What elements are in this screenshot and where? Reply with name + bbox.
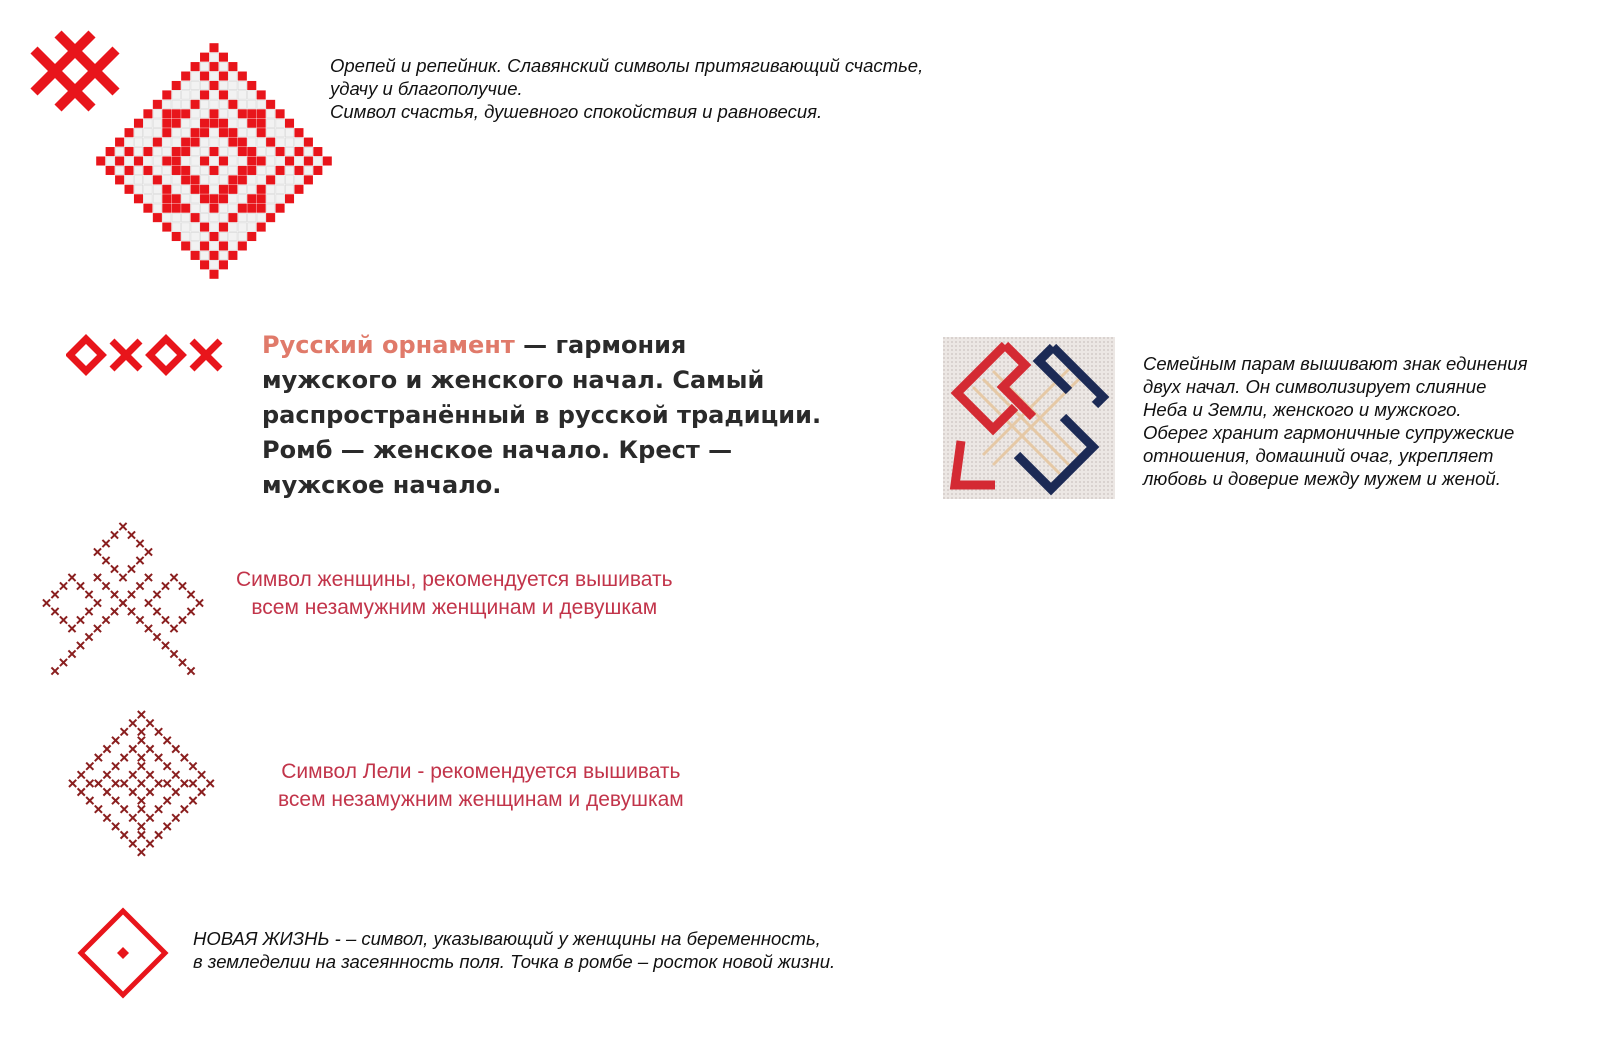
family-line-6: любовь и доверие между мужем и женой. <box>1143 468 1501 489</box>
russian-ornament-line-5: мужское начало. <box>262 471 502 499</box>
leli-description <box>278 758 684 814</box>
family-line-1: Семейным парам вышивают знак единения <box>1143 353 1528 374</box>
woman-description <box>236 566 673 622</box>
russian-ornament-line-3: распространённый в русской традиции. <box>262 401 822 429</box>
orepey-description <box>330 54 923 123</box>
russian-ornament-line-1 <box>262 328 821 363</box>
new-life-icon <box>76 906 170 1000</box>
family-line-5: отношения, домашний очаг, укрепляет <box>1143 445 1494 466</box>
russian-ornament-line-4: Ромб — женское начало. Крест — <box>262 436 733 464</box>
oxox-ornament-icon <box>66 334 228 376</box>
orepey-rhombus-icon <box>96 43 332 279</box>
leli-symbol-icon <box>64 706 224 866</box>
woman-symbol-icon <box>38 518 216 682</box>
russian-ornament-line-1-rest: — гармония <box>514 331 687 359</box>
orepey-line-3: Символ счастья, душевного спокойствия и равновесия. <box>330 101 823 122</box>
family-union-icon <box>943 337 1115 499</box>
russian-ornament-description <box>262 328 821 503</box>
leli-line-1: Символ Лели - рекомендуется вышивать <box>281 760 681 783</box>
woman-line-2: всем незамужним женщинам и девушкам <box>251 596 658 619</box>
russian-ornament-line-2: мужского и женского начал. Самый <box>262 366 765 394</box>
new-life-description <box>193 927 835 973</box>
leli-line-2: всем незамужним женщинам и девушкам <box>278 788 684 811</box>
orepey-line-1: Орепей и репейник. Славянский символы притягивающий счастье, <box>330 55 924 76</box>
family-line-2: двух начал. Он символизирует слияние <box>1143 376 1487 397</box>
woman-line-1: Символ женщины, рекомендуется вышивать <box>236 568 673 591</box>
new-life-line-1: НОВАЯ ЖИЗНЬ - – символ, указывающий у женщины на беременность, <box>193 928 821 949</box>
orepey-line-2: удачу и благополучие. <box>330 78 523 99</box>
russian-ornament-accent: Русский орнамент <box>262 331 515 359</box>
family-line-3: Неба и Земли, женского и мужского. <box>1143 399 1462 420</box>
new-life-line-2: в земледелии на засеянность поля. Точка в ромбе – росток новой жизни. <box>193 951 836 972</box>
family-line-4: Оберег хранит гармоничные супружеские <box>1143 422 1515 443</box>
family-description <box>1143 352 1527 490</box>
